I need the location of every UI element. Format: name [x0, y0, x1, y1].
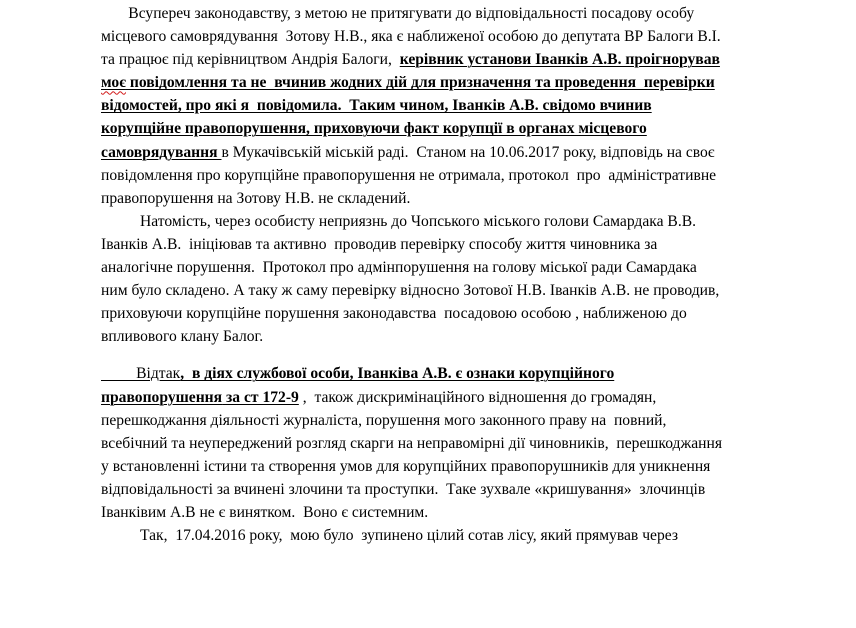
- paragraph-3-line-4: всебічний та неупереджений розгляд скарги на неправомірні дії чиновників, перешкоджання: [101, 434, 723, 452]
- bold-underlined-text: керівник установи Іванків А.В. проігнорував: [399, 51, 720, 69]
- bold-underlined-text: за ст 172-9: [222, 388, 299, 406]
- paragraph-spacer: [101, 348, 801, 362]
- paragraph-2-line-2: Іванків А.В. ініціював та активно проводив перевірку способу життя чиновника за: [101, 235, 658, 253]
- paragraph-1-line-1: Всупереч законодавству, з метою не притягувати до відповідальності посадову особу: [101, 5, 695, 22]
- spellcheck-flagged-word: моє: [101, 74, 126, 92]
- paragraph-3-line-6: відповідальності за вчинені злочини та проступки. Таке зухвале «кришування» злочинців: [101, 480, 706, 498]
- bold-underlined-text: правопорушення: [101, 388, 223, 406]
- paragraph-2-line-3: аналогічне порушення. Протокол про адмінпорушення на голову міської ради Самардака: [101, 259, 697, 277]
- paragraph-1-line-9: правопорушення на Зотову Н.В. не складений.: [101, 189, 411, 207]
- paragraph-1-line-4: [101, 71, 801, 94]
- bold-underlined-text: самоврядування: [101, 143, 222, 161]
- paragraph-2-line-6: впливового клану Балог.: [101, 328, 264, 346]
- paragraph-1-line-6: корупційне правопорушення, приховуючи факт корупції в органах місцевого: [101, 120, 647, 138]
- paragraph-3-line-5: у встановленні істини та створення умов для корупційних правопорушників для уникнення: [101, 457, 711, 475]
- text-run: в Мукачівській міській раді. Станом на 10.06.2017 року, відповідь на своє: [221, 143, 715, 161]
- bold-underlined-text: , в діях службової особи, Іванківа А.В. є ознаки корупційного: [180, 365, 615, 383]
- paragraph-3-line-2: [101, 386, 801, 409]
- paragraph-1-line-5: відомостей, про які я повідомила. Таким чином, Іванків А.В. свідомо вчинив: [101, 97, 652, 115]
- text-run: та працює під керівництвом Андрія Балоги,: [101, 51, 400, 69]
- bold-underlined-text: повідомлення та не вчинив жодних дій для призначення та проведення перевірки: [125, 74, 715, 92]
- paragraph-2-line-5: приховуючи корупційне порушення законодавства посадовою особою , наближеною до: [101, 305, 687, 323]
- paragraph-2-line-4: ним було складено. А таку ж саму перевірку відносно Зотової Н.В. Іванків А.В. не проводив,: [101, 282, 720, 300]
- paragraph-1-line-8: повідомлення про корупційне правопорушення не отримала, протокол про адміністративне: [101, 166, 717, 184]
- text-run: , також дискримінаційного відношення до громадян,: [298, 388, 657, 406]
- paragraph-3-line-3: перешкоджання діяльності журналіста, порушення мого законного праву на повний,: [101, 411, 667, 429]
- paragraph-2-line-1: Натомість, через особисту неприязнь до Чопського міського голови Самардака В.В.: [101, 212, 697, 230]
- paragraph-1-line-3: [101, 48, 801, 71]
- document-body: [101, 2, 801, 547]
- paragraph-4-line-1: Так, 17.04.2016 року, мою було зупинено цілий сотав лісу, який прямував через: [101, 527, 679, 545]
- paragraph-3-line-1: [101, 362, 801, 385]
- paragraph-1-line-7: [101, 141, 801, 164]
- paragraph-3-line-7: Іванківим А.В не є винятком. Воно є системним.: [101, 503, 429, 521]
- text-run: Відтак: [101, 365, 181, 383]
- paragraph-1-line-2: місцевого самоврядування Зотову Н.В., яка є наближеної особою до депутата ВР Балоги В.І.: [101, 28, 721, 46]
